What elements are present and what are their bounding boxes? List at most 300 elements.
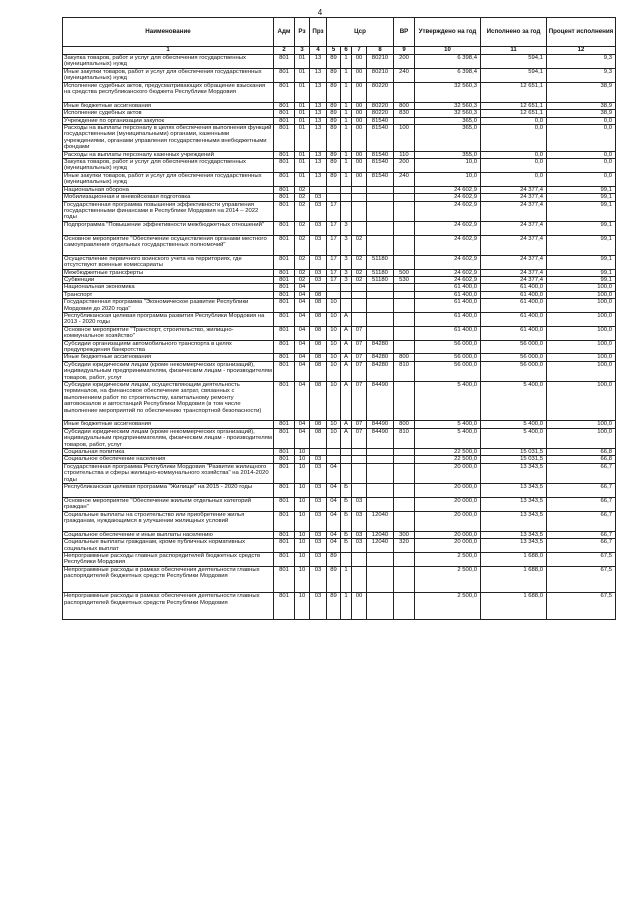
row-prz: 03 [310, 255, 327, 269]
row-rz: 04 [295, 326, 310, 340]
row-csr-event: 07 [352, 421, 367, 428]
row-csr-subprogram [341, 456, 352, 463]
row-rz: 10 [295, 484, 310, 498]
row-prz: 13 [310, 55, 327, 69]
row-rz: 04 [295, 312, 310, 326]
table-row [63, 151, 616, 158]
row-adm: 801 [274, 68, 295, 82]
row-csr-event [352, 186, 367, 193]
row-csr-subprogram: 3 [341, 269, 352, 276]
row-rz: 04 [295, 299, 310, 313]
row-percent: 66,7 [547, 484, 616, 498]
row-csr-event: 02 [352, 269, 367, 276]
table-row [63, 421, 616, 428]
table-row [63, 484, 616, 498]
row-csr-subprogram: 1 [341, 159, 352, 173]
row-name: Национальная экономика [63, 284, 274, 291]
row-name: Мобилизационная и вневойсковая подготовка [63, 194, 274, 201]
row-vr: 240 [394, 68, 415, 82]
row-name: Государственная программа Республики Мордовия "Развитие жилищного строительства и сферы жилищно-коммунального хозяйства" на 2014-2020 годы [63, 463, 274, 483]
row-prz: 13 [310, 172, 327, 186]
row-vr [394, 456, 415, 463]
row-csr-program: 04 [327, 511, 341, 531]
row-vr: 240 [394, 172, 415, 186]
row-approved: 56 000,0 [415, 361, 481, 381]
row-csr-subprogram: Б [341, 497, 352, 511]
row-csr-event: 00 [352, 159, 367, 173]
row-vr [394, 82, 415, 102]
row-adm: 801 [274, 484, 295, 498]
row-csr-program: 89 [327, 172, 341, 186]
row-csr-program: 10 [327, 354, 341, 361]
row-approved: 20 000,0 [415, 484, 481, 498]
row-prz: 08 [310, 299, 327, 313]
table-row [63, 82, 616, 102]
row-adm: 801 [274, 354, 295, 361]
row-vr: 810 [394, 361, 415, 381]
row-approved: 2 500,0 [415, 593, 481, 620]
table-row [63, 553, 616, 567]
row-name: Республиканская целевая программа развития Республики Мордовия на 2013 - 2020 годы [63, 312, 274, 326]
row-csr-event: 00 [352, 68, 367, 82]
row-percent: 99,1 [547, 194, 616, 201]
row-csr-program: 10 [327, 299, 341, 313]
row-rz: 04 [295, 354, 310, 361]
row-executed: 24 377,4 [481, 255, 547, 269]
row-adm: 801 [274, 159, 295, 173]
row-executed: 61 400,0 [481, 291, 547, 298]
row-prz: 08 [310, 326, 327, 340]
row-approved: 61 400,0 [415, 284, 481, 291]
row-csr-direction [367, 449, 394, 456]
row-rz: 04 [295, 340, 310, 354]
row-executed: 56 000,0 [481, 361, 547, 381]
table-row [63, 299, 616, 313]
row-rz: 04 [295, 421, 310, 428]
row-prz: 08 [310, 428, 327, 448]
row-executed: 0,0 [481, 125, 547, 152]
row-csr-direction [367, 566, 394, 593]
row-rz: 10 [295, 497, 310, 511]
row-csr-direction [367, 291, 394, 298]
row-csr-event [352, 201, 367, 221]
row-csr-event: 07 [352, 354, 367, 361]
table-row [63, 269, 616, 276]
row-prz: 08 [310, 421, 327, 428]
row-csr-subprogram: А [341, 421, 352, 428]
row-approved: 10,0 [415, 159, 481, 173]
row-csr-program: 04 [327, 463, 341, 483]
row-adm: 801 [274, 235, 295, 255]
row-executed: 13 343,5 [481, 484, 547, 498]
header-adm: Адм [274, 18, 295, 47]
row-csr-program: 89 [327, 593, 341, 620]
row-adm: 801 [274, 125, 295, 152]
row-csr-program: 89 [327, 117, 341, 124]
row-csr-direction: 84280 [367, 340, 394, 354]
row-percent: 67,5 [547, 553, 616, 567]
row-csr-direction [367, 497, 394, 511]
table-row [63, 55, 616, 69]
row-name: Государственная программа "Экономическое развитие Республики Мордовия до 2020 года" [63, 299, 274, 313]
row-executed: 5 400,0 [481, 428, 547, 448]
row-percent: 0,0 [547, 172, 616, 186]
row-vr [394, 566, 415, 593]
row-executed: 61 400,0 [481, 299, 547, 313]
row-name: Социальное обеспечение населения [63, 456, 274, 463]
row-rz: 04 [295, 291, 310, 298]
row-csr-subprogram: 1 [341, 151, 352, 158]
row-csr-subprogram: 1 [341, 55, 352, 69]
row-vr [394, 497, 415, 511]
row-percent: 100,0 [547, 428, 616, 448]
row-csr-subprogram: 3 [341, 276, 352, 283]
row-executed: 56 000,0 [481, 354, 547, 361]
row-csr-direction: 80220 [367, 82, 394, 102]
row-csr-subprogram [341, 553, 352, 567]
row-csr-subprogram: Б [341, 511, 352, 531]
row-csr-program: 17 [327, 221, 341, 235]
row-vr [394, 186, 415, 193]
table-row [63, 291, 616, 298]
row-vr [394, 326, 415, 340]
row-executed: 0,0 [481, 117, 547, 124]
row-csr-subprogram [341, 284, 352, 291]
row-csr-program: 89 [327, 566, 341, 593]
row-adm: 801 [274, 553, 295, 567]
row-csr-subprogram: А [341, 428, 352, 448]
row-csr-event: 03 [352, 539, 367, 553]
row-csr-direction: 12040 [367, 539, 394, 553]
row-csr-program: 89 [327, 110, 341, 117]
row-vr: 800 [394, 421, 415, 428]
row-csr-direction: 51180 [367, 276, 394, 283]
row-prz: 03 [310, 201, 327, 221]
row-name: Непрограммные расходы главных распорядителей бюджетных средств Республики Мордовия [63, 553, 274, 567]
row-adm: 801 [274, 421, 295, 428]
column-number-row [63, 47, 616, 55]
row-approved: 56 000,0 [415, 354, 481, 361]
column-number: 2 [274, 47, 295, 55]
row-percent: 0,0 [547, 125, 616, 152]
row-prz: 08 [310, 361, 327, 381]
row-csr-event [352, 566, 367, 593]
row-csr-event: 00 [352, 110, 367, 117]
row-csr-subprogram: 1 [341, 82, 352, 102]
row-csr-event [352, 312, 367, 326]
row-vr: 200 [394, 55, 415, 69]
row-rz: 04 [295, 428, 310, 448]
table-row [63, 172, 616, 186]
row-csr-direction: 12040 [367, 531, 394, 538]
row-rz: 04 [295, 382, 310, 421]
row-percent: 99,1 [547, 269, 616, 276]
row-prz: 13 [310, 102, 327, 109]
row-csr-program: 04 [327, 539, 341, 553]
row-csr-subprogram [341, 194, 352, 201]
row-approved: 22 500,0 [415, 449, 481, 456]
row-csr-event: 00 [352, 593, 367, 620]
row-vr: 320 [394, 539, 415, 553]
header-csr: Цср [327, 18, 394, 47]
row-approved: 2 500,0 [415, 566, 481, 593]
row-name: Субсидии юридическим лицам (кроме некоммерческих организаций), индивидуальным предпринимателям, физическим лицам - производителям товаров, работ, услуг [64, 428, 272, 448]
row-executed: 24 377,4 [481, 194, 547, 201]
row-vr [394, 221, 415, 235]
row-csr-subprogram [341, 291, 352, 298]
row-executed: 1 688,0 [481, 553, 547, 567]
row-executed: 24 377,4 [481, 276, 547, 283]
row-percent: 66,8 [547, 456, 616, 463]
row-name: Межбюджетные трансферты [63, 269, 274, 276]
row-name: Непрограммные расходы в рамках обеспечения деятельности главных распорядителей бюджетных средств Республики Мордовия [63, 566, 274, 593]
row-executed: 1 688,0 [481, 593, 547, 620]
row-prz: 08 [310, 340, 327, 354]
row-percent: 0,0 [547, 117, 616, 124]
row-percent: 99,1 [547, 276, 616, 283]
row-csr-subprogram: 3 [341, 221, 352, 235]
row-csr-program: 10 [327, 340, 341, 354]
row-csr-direction: 12040 [367, 511, 394, 531]
row-csr-subprogram [341, 201, 352, 221]
row-approved: 5 400,0 [415, 428, 481, 448]
row-prz: 03 [310, 539, 327, 553]
row-adm: 801 [274, 102, 295, 109]
row-csr-direction: 81540 [367, 159, 394, 173]
row-csr-direction [367, 463, 394, 483]
row-prz: 13 [310, 110, 327, 117]
row-approved: 56 000,0 [415, 340, 481, 354]
header-percent: Процент исполнения [547, 18, 616, 47]
row-name: Закупка товаров, работ и услуг для обеспечения государственных (муниципальных) нужд [63, 159, 274, 173]
table-row [63, 497, 616, 511]
row-csr-subprogram: А [341, 340, 352, 354]
row-vr [394, 382, 415, 421]
row-adm: 801 [274, 566, 295, 593]
row-executed: 13 343,5 [481, 463, 547, 483]
row-prz: 03 [310, 484, 327, 498]
row-csr-direction: 51180 [367, 255, 394, 269]
row-csr-program: 04 [327, 497, 341, 511]
row-csr-event [352, 553, 367, 567]
row-executed: 61 400,0 [481, 284, 547, 291]
column-number: 3 [295, 47, 310, 55]
table-row [63, 340, 616, 354]
row-percent: 66,7 [547, 463, 616, 483]
row-vr: 800 [394, 354, 415, 361]
row-approved: 20 000,0 [415, 511, 481, 531]
row-name: Социальные выплаты на строительство или приобретение жилья гражданам, нуждающимся в улучшении жилищных условий [63, 511, 274, 531]
row-rz: 10 [295, 456, 310, 463]
row-rz: 02 [295, 194, 310, 201]
row-adm: 801 [274, 269, 295, 276]
row-csr-program [327, 456, 341, 463]
row-csr-event: 07 [352, 382, 367, 421]
row-approved: 24 602,9 [415, 194, 481, 201]
row-name: Подпрограмма "Повышение эффективности межбюджетных отношений" [63, 221, 274, 235]
row-name: Республиканская целевая программа "Жилище" на 2015 - 2020 годы [63, 484, 274, 498]
row-csr-direction: 81540 [367, 172, 394, 186]
row-percent: 100,0 [547, 421, 616, 428]
row-adm: 801 [274, 299, 295, 313]
row-prz [310, 284, 327, 291]
row-approved: 5 400,0 [415, 421, 481, 428]
row-name: Учреждение по организации закупок [63, 117, 274, 124]
table-row [63, 326, 616, 340]
row-executed: 13 343,5 [481, 539, 547, 553]
row-approved: 32 560,3 [415, 82, 481, 102]
row-adm: 801 [274, 593, 295, 620]
row-adm: 801 [274, 55, 295, 69]
row-csr-event: 07 [352, 361, 367, 381]
column-number: 8 [367, 47, 394, 55]
row-approved: 61 400,0 [415, 312, 481, 326]
row-csr-program: 10 [327, 421, 341, 428]
row-percent: 38,9 [547, 82, 616, 102]
row-csr-event [352, 221, 367, 235]
row-csr-subprogram [341, 449, 352, 456]
row-csr-program [327, 186, 341, 193]
row-executed: 24 377,4 [481, 221, 547, 235]
row-csr-direction: 80210 [367, 68, 394, 82]
row-csr-event: 07 [352, 428, 367, 448]
row-approved: 32 560,3 [415, 102, 481, 109]
column-number: 1 [63, 47, 274, 55]
row-csr-program: 17 [327, 255, 341, 269]
row-prz: 03 [310, 531, 327, 538]
row-name: Иные бюджетные ассигнования [63, 421, 274, 428]
row-csr-program: 89 [327, 102, 341, 109]
row-csr-program [327, 449, 341, 456]
row-csr-program: 10 [327, 382, 341, 421]
row-vr: 810 [394, 428, 415, 448]
row-name: Основное мероприятие "Обеспечение жильем отдельных категорий граждан" [63, 497, 274, 511]
row-csr-subprogram: 3 [341, 235, 352, 255]
row-name: Основное мероприятие "Обеспечение осуществления органами местного самоуправления отдельных государственных полномочий" [63, 235, 274, 255]
row-approved: 20 000,0 [415, 497, 481, 511]
row-csr-program: 04 [327, 531, 341, 538]
row-adm: 801 [274, 531, 295, 538]
row-csr-direction [367, 456, 394, 463]
row-name: Закупка товаров, работ и услуг для обеспечения государственных (муниципальных) нужд [63, 55, 274, 69]
row-prz: 03 [310, 276, 327, 283]
row-csr-subprogram: А [341, 354, 352, 361]
row-csr-subprogram [341, 186, 352, 193]
row-csr-program: 10 [327, 312, 341, 326]
row-csr-direction [367, 194, 394, 201]
table-row [63, 463, 616, 483]
row-csr-program [327, 291, 341, 298]
row-approved: 61 400,0 [415, 299, 481, 313]
row-approved: 24 602,9 [415, 221, 481, 235]
column-number: 7 [352, 47, 367, 55]
row-prz: 13 [310, 117, 327, 124]
row-csr-direction [367, 284, 394, 291]
row-approved: 20 000,0 [415, 463, 481, 483]
row-name: Государственная программа повышения эффективности управления государственными финансами в Республике Мордовия на 2014 – 2022 годы [63, 201, 274, 221]
row-name: Социальные выплаты гражданам, кроме публичных нормативных социальных выплат [63, 539, 274, 553]
header-name: Наименование [63, 18, 274, 47]
table-row [63, 186, 616, 193]
table-row [63, 511, 616, 531]
row-rz: 10 [295, 539, 310, 553]
row-prz: 08 [310, 312, 327, 326]
row-approved: 20 000,0 [415, 531, 481, 538]
row-executed: 12 651,1 [481, 82, 547, 102]
row-percent: 9,3 [547, 55, 616, 69]
row-csr-event [352, 299, 367, 313]
row-csr-subprogram: 1 [341, 110, 352, 117]
table-row [63, 276, 616, 283]
row-adm: 801 [274, 497, 295, 511]
row-percent: 67,5 [547, 593, 616, 620]
column-number: 10 [415, 47, 481, 55]
row-vr [394, 299, 415, 313]
row-csr-program: 89 [327, 151, 341, 158]
row-rz: 01 [295, 159, 310, 173]
row-csr-direction [367, 484, 394, 498]
row-percent: 99,1 [547, 221, 616, 235]
row-csr-direction: 84280 [367, 354, 394, 361]
row-rz: 01 [295, 110, 310, 117]
table-row [63, 125, 616, 152]
row-vr [394, 484, 415, 498]
row-csr-event [352, 291, 367, 298]
row-csr-subprogram: 1 [341, 102, 352, 109]
row-prz [310, 186, 327, 193]
row-percent: 100,0 [547, 354, 616, 361]
row-csr-direction [367, 299, 394, 313]
row-percent: 100,0 [547, 299, 616, 313]
row-approved: 6 398,4 [415, 68, 481, 82]
row-rz: 10 [295, 511, 310, 531]
header-rz: Рз [295, 18, 310, 47]
row-csr-program: 89 [327, 68, 341, 82]
table-row [63, 201, 616, 221]
row-vr [394, 284, 415, 291]
row-vr [394, 201, 415, 221]
row-name: Социальная политика [63, 449, 274, 456]
row-name: Исполнение судебных актов, предусматривающих обращение взыскания на средства республиканского бюджета Республики Мордовия [63, 82, 274, 102]
row-rz: 10 [295, 449, 310, 456]
row-csr-program: 17 [327, 201, 341, 221]
row-csr-subprogram: А [341, 361, 352, 381]
row-csr-event [352, 456, 367, 463]
row-csr-program: 89 [327, 553, 341, 567]
row-csr-subprogram: А [341, 382, 352, 421]
row-executed: 24 377,4 [481, 201, 547, 221]
header-vr: ВР [394, 18, 415, 47]
row-approved: 61 400,0 [415, 291, 481, 298]
row-adm: 801 [274, 221, 295, 235]
row-name: Расходы на выплаты персоналу в целях обеспечения выполнения функций государственными (муниципальными) органами, казенными учреждениями, органами управления государственными внебюджетными фондами [63, 125, 274, 152]
row-adm: 801 [274, 326, 295, 340]
row-prz: 03 [310, 456, 327, 463]
row-csr-direction: 84490 [367, 428, 394, 448]
row-prz: 03 [310, 511, 327, 531]
row-adm: 801 [274, 312, 295, 326]
row-rz: 02 [295, 269, 310, 276]
row-adm: 801 [274, 449, 295, 456]
row-prz: 03 [310, 463, 327, 483]
row-csr-subprogram: 1 [341, 593, 352, 620]
row-csr-event [352, 484, 367, 498]
row-adm: 801 [274, 255, 295, 269]
row-csr-event: 00 [352, 172, 367, 186]
row-percent: 66,7 [547, 497, 616, 511]
row-rz: 10 [295, 593, 310, 620]
row-executed: 13 343,5 [481, 531, 547, 538]
